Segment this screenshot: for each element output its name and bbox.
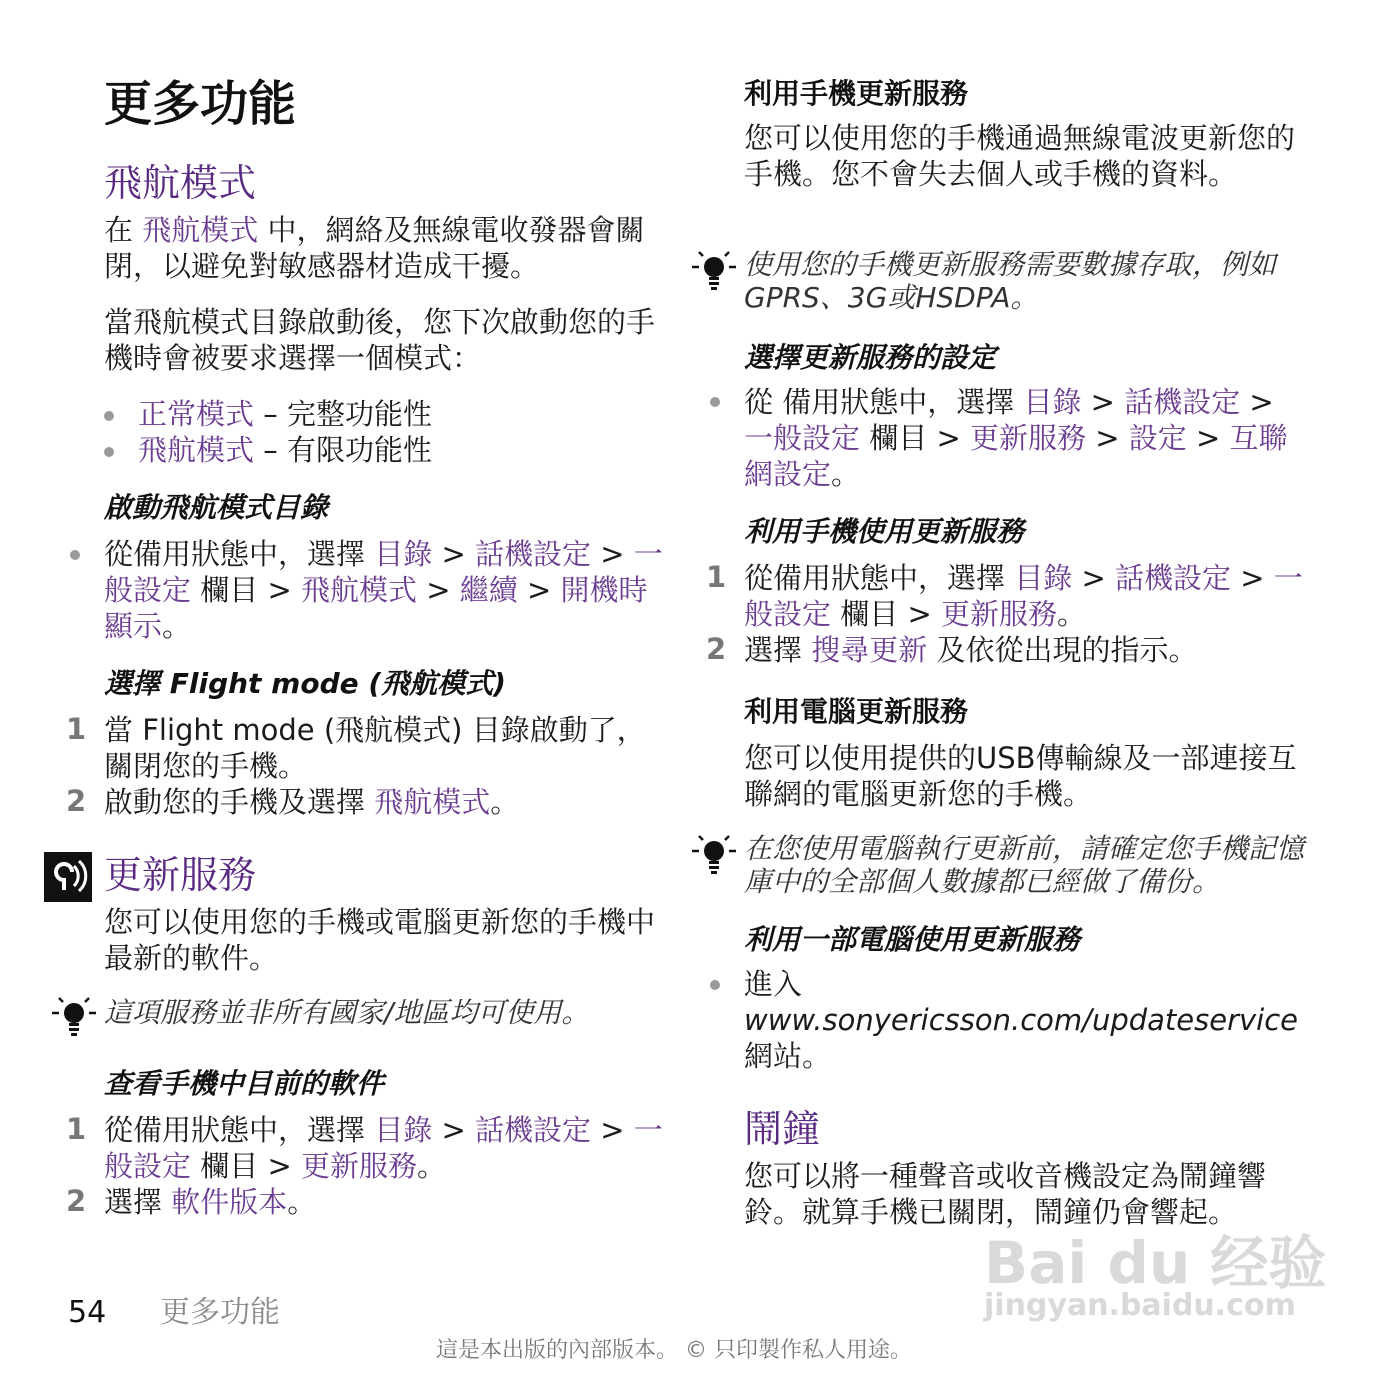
pc-update-body: 您可以使用提供的USB傳輸線及一部連接互聯網的電腦更新您的手機。 [744,741,1297,811]
alarm-heading: 鬧鐘 [744,1107,821,1151]
select-flight-step-2: 啟動您的手機及選擇 飛航模式。 [104,785,520,819]
step-number: 2 [66,784,87,818]
update-service-intro: 您可以使用您的手機或電腦更新您的手機中最新的軟件。 [104,905,656,975]
tip-lightbulb-icon [50,992,98,1040]
settings-link[interactable]: 設定 [1128,421,1187,455]
step-number: 2 [66,1184,87,1218]
data-access-note: 使用您的手機更新服務需要數據存取，例如 GPRS、3G或HSDPA。 [744,248,1277,314]
pc-update-step-end: 網站。 [744,1039,832,1073]
flight-mode-link-3[interactable]: 飛航模式 [300,573,417,607]
footer-section-title: 更多功能 [160,1295,280,1330]
activate-flight-menu-step: 從備用狀態中，選擇 目錄 > 話機設定 > 一般設定 欄目 > 飛航模式 > 繼續 > 開機時顯示。 [104,537,663,643]
bullet-dot [710,397,720,407]
general-settings-link[interactable]: 一般設定 [104,537,663,607]
footer-notice: 這是本出版的內部版本。 © 只印製作私人用途。 [436,1338,912,1363]
continue-link[interactable]: 繼續 [459,573,518,607]
update-service-heading: 更新服務 [104,853,257,897]
activate-flight-menu-heading: 啟動飛航模式目錄 [104,491,329,524]
bullet-dot [104,447,114,457]
use-phone-update-step-1: 從備用狀態中，選擇 目錄 > 話機設定 > 一般設定 欄目 > 更新服務。 [744,561,1303,631]
update-service-url[interactable]: www.sonyericsson.com/updateservice [744,1003,1299,1037]
bullet-dot [710,980,720,990]
view-software-step-1: 從備用狀態中，選擇 目錄 > 話機設定 > 一般設定 欄目 > 更新服務。 [104,1113,663,1183]
view-current-software-heading: 查看手機中目前的軟件 [104,1067,385,1100]
network-service-icon [44,852,92,902]
phone-settings-link[interactable]: 話機設定 [474,1113,591,1147]
page-title: 更多功能 [104,76,297,132]
select-update-settings-heading: 選擇更新服務的設定 [744,341,997,374]
select-flight-step-1: 當 Flight mode (飛航模式) 目錄啟動了，關閉您的手機。 [104,713,646,783]
use-pc-update-heading: 利用一部電腦使用更新服務 [744,923,1081,956]
pc-update-step-visit: 進入 [744,967,803,1001]
menu-link[interactable]: 目錄 [1023,385,1082,419]
step-number: 2 [706,632,727,666]
page-number: 54 [68,1295,107,1330]
internet-settings-link[interactable]: 互聯網設定 [744,421,1288,491]
normal-mode-link[interactable]: 正常模式 [138,397,255,431]
bullet-normal-mode: 正常模式 – 完整功能性 [138,397,432,431]
backup-note: 在您使用電腦執行更新前，請確定您手機記憶庫中的全部個人數據都已經做了備份。 [744,832,1305,898]
step-number: 1 [706,560,727,594]
step-number: 1 [66,712,87,746]
baidu-watermark-logo: Bai du 经验 [984,1229,1327,1297]
flight-mode-link[interactable]: 飛航模式 [142,213,259,247]
general-settings-link[interactable]: 一般設定 [744,421,861,455]
update-service-link[interactable]: 更新服務 [969,421,1086,455]
flight-mode-paragraph-2: 當飛航模式目錄啟動後，您下次啟動您的手機時會被要求選擇一個模式： [104,305,656,375]
update-service-link[interactable]: 更新服務 [940,597,1057,631]
menu-link[interactable]: 目錄 [374,537,433,571]
use-phone-update-step-2: 選擇 搜尋更新 及依從出現的指示。 [744,633,1198,667]
baidu-watermark-url: jingyan.baidu.com [984,1288,1296,1323]
tip-lightbulb-icon [690,830,738,878]
flight-mode-link-2[interactable]: 飛航模式 [138,433,255,467]
search-update-link[interactable]: 搜尋更新 [811,633,928,667]
tip-lightbulb-icon [690,246,738,294]
general-settings-link[interactable]: 一般設定 [744,561,1303,631]
update-settings-step: 從 備用狀態中，選擇 目錄 > 話機設定 > 一般設定 欄目 > 更新服務 > 設定 > 互聯網設定。 [744,385,1288,491]
availability-note: 這項服務並非所有國家/地區均可使用。 [104,996,590,1029]
update-service-link[interactable]: 更新服務 [300,1149,417,1183]
view-software-step-2: 選擇 軟件版本。 [104,1185,317,1219]
show-at-startup-link[interactable]: 開機時顯示 [104,573,648,643]
general-settings-link[interactable]: 一般設定 [104,1113,663,1183]
pc-update-heading: 利用電腦更新服務 [744,695,969,728]
phone-settings-link[interactable]: 話機設定 [1124,385,1241,419]
use-phone-update-heading: 利用手機使用更新服務 [744,515,1025,548]
flight-mode-link-4[interactable]: 飛航模式 [374,785,491,819]
phone-update-body: 您可以使用您的手機通過無線電波更新您的手機。您不會失去個人或手機的資料。 [744,121,1296,191]
phone-update-heading: 利用手機更新服務 [744,77,969,110]
bullet-dot [104,411,114,421]
alarm-body: 您可以將一種聲音或收音機設定為鬧鐘響鈴。就算手機已關閉，鬧鐘仍會響起。 [744,1159,1267,1229]
step-number: 1 [66,1112,87,1146]
select-flight-mode-heading: 選擇 Flight mode (飛航模式) [104,667,506,700]
flight-mode-paragraph-1: 在 飛航模式 中，網絡及無線電收發器會關閉，以避免對敏感器材造成干擾。 [104,213,645,283]
flight-mode-heading: 飛航模式 [104,161,257,205]
menu-link[interactable]: 目錄 [374,1113,433,1147]
bullet-dot [70,550,80,560]
phone-settings-link[interactable]: 話機設定 [474,537,591,571]
bullet-flight-mode: 飛航模式 – 有限功能性 [138,433,432,467]
menu-link[interactable]: 目錄 [1014,561,1073,595]
software-version-link[interactable]: 軟件版本 [171,1185,288,1219]
phone-settings-link[interactable]: 話機設定 [1114,561,1231,595]
